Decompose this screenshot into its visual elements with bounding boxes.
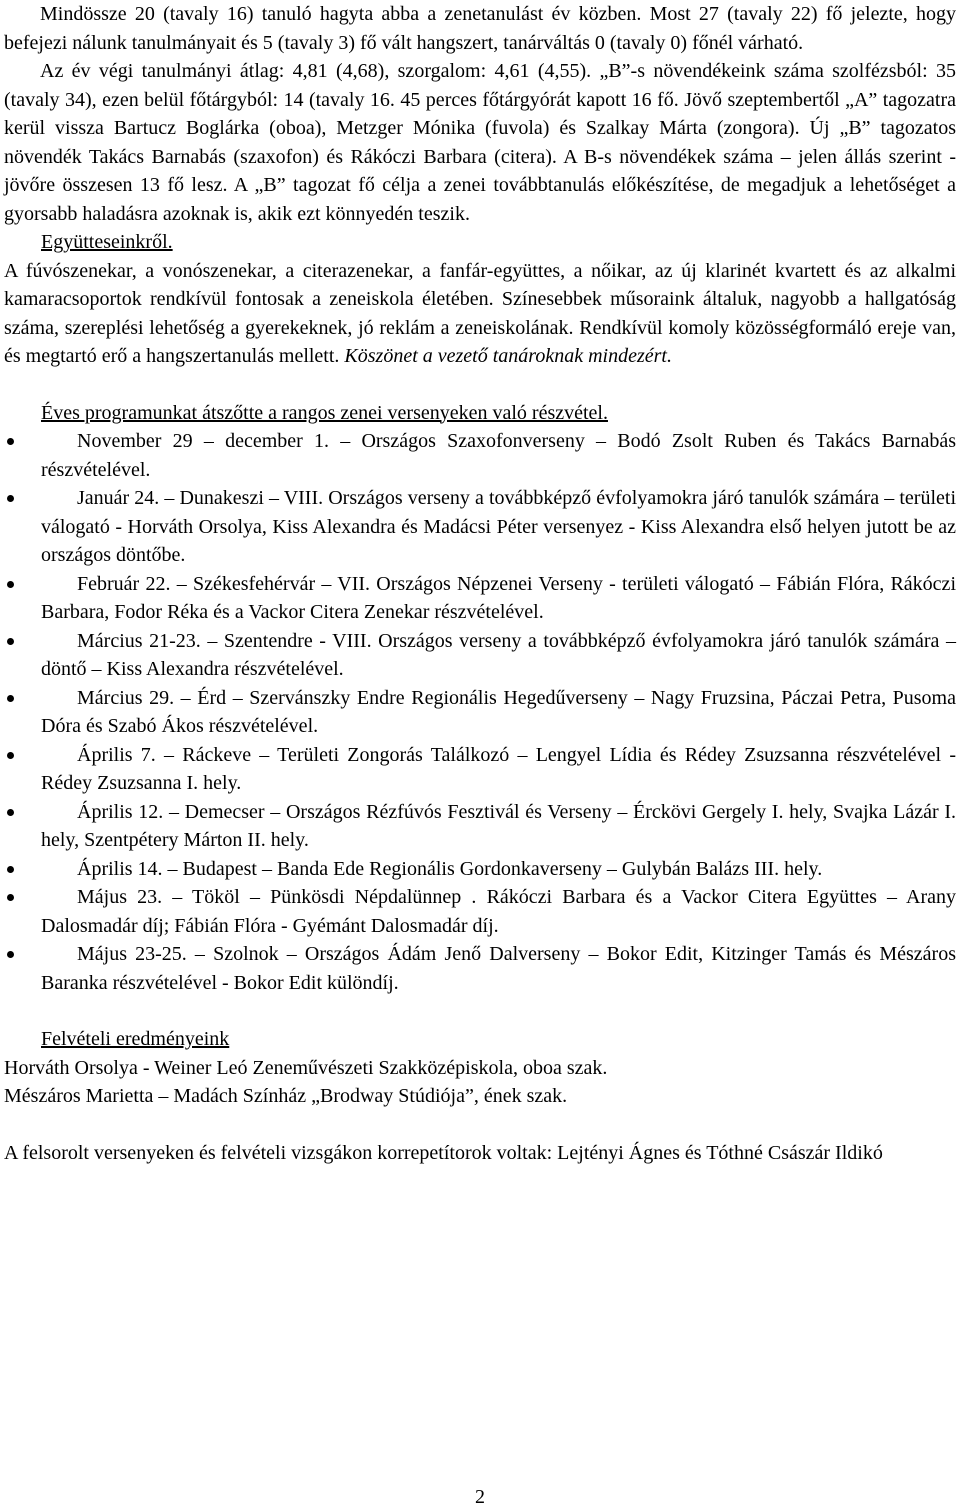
list-item-text: Május 23. – Tököl – Pünkösdi Népdalünnep . Rákóczi Barbara és a Vackor Citera Együttes – Arany Dalosmadár díj; Fábián Flóra - Gyémánt Dalosmadár díj. — [41, 886, 956, 937]
ensembles-thanks: Köszönet a vezető tanároknak mindezért. — [344, 345, 672, 367]
admissions-heading-text: Felvételi eredményeink — [41, 1028, 230, 1050]
list-item — [4, 484, 956, 570]
bullet-icon — [7, 581, 14, 588]
bullet-icon — [7, 438, 14, 445]
bullet-icon — [7, 752, 14, 759]
bullet-icon — [7, 495, 14, 502]
ensembles-paragraph — [4, 257, 956, 371]
list-item-text: Május 23-25. – Szolnok – Országos Ádám Jenő Dalverseny – Bokor Edit, Kitzinger Tamás és Mészáros Baranka részvételével - Bokor Edit különdíj. — [41, 943, 956, 994]
ensembles-heading-text: Együtteseinkről. — [41, 231, 173, 253]
admissions-heading — [4, 1025, 956, 1054]
list-item — [4, 798, 956, 855]
bullet-icon — [7, 951, 14, 958]
bullet-icon — [7, 894, 14, 901]
list-item-text: Március 21-23. – Szentendre - VIII. Országos verseny a továbbképző évfolyamokra járó tanulók számára – döntő – Kiss Alexandra részvételével. — [41, 629, 956, 680]
list-item-text: Április 7. – Ráckeve – Területi Zongorás Találkozó – Lengyel Lídia és Rédey Zsuzsanna részvételével - Rédey Zsuzsanna I. hely. — [41, 743, 956, 794]
list-item — [4, 855, 956, 884]
list-item — [4, 427, 956, 484]
competitions-list — [4, 427, 956, 997]
list-item — [4, 627, 956, 684]
admission-line: Mészáros Marietta – Madách Színház „Brodway Stúdiója”, ének szak. — [4, 1085, 568, 1107]
bullet-icon — [7, 638, 14, 645]
ensembles-heading — [4, 228, 956, 257]
document-page — [4, 0, 956, 1167]
bullet-icon — [7, 809, 14, 816]
list-item-text: Január 24. – Dunakeszi – VIII. Országos verseny a továbbképző évfolyamokra járó tanulók számára – területi válogató - Horváth Orsolya, Kiss Alexandra és Madácsi Péter versenyez - Kiss Alexandra első helyen jutott be az országos döntőbe. — [41, 487, 956, 566]
list-item-text: Február 22. – Székesfehérvár – VII. Országos Népzenei Verseny - területi válogató – Fábián Flóra, Rákóczi Barbara, Fodor Réka és a Vackor Citera Zenekar részvételével. — [41, 572, 956, 623]
list-item — [4, 741, 956, 798]
bullet-icon — [7, 695, 14, 702]
competitions-heading — [4, 399, 956, 428]
closing-paragraph: A felsorolt versenyeken és felvételi vizsgákon korrepetítorok voltak: Lejtényi Ágnes és Tóthné Császár Ildikó — [4, 1141, 883, 1164]
admission-line: Horváth Orsolya - Weiner Leó Zeneművészeti Szakközépiskola, oboa szak. — [4, 1056, 608, 1079]
list-item-text: Április 12. – Demecser – Országos Rézfúvós Fesztivál és Verseny – Érckövi Gergely I. hely, Svajka Lázár I. hely, Szentpétery Márton II. hely. — [41, 800, 956, 851]
list-item — [4, 940, 956, 997]
competitions-heading-text: Éves programunkat átszőtte a rangos zenei versenyeken való részvétel. — [41, 401, 608, 424]
list-item-text: November 29 – december 1. – Országos Szaxofonverseny – Bodó Zsolt Ruben és Takács Barnabás részvételével. — [41, 430, 956, 481]
ensembles-body: A fúvószenekar, a vonószenekar, a citerazenekar, a fanfár-együttes, a nőikar, az új klarinét kvartett és az alkalmi kamaracsoportok rendkívül fontosak a zeneiskola életében. Színesebbek műsoraink általuk, nagyobb a hallgatóság száma, szereplési lehetőség a gyerekeknek, jó reklám a zeneiskolának. Rendkívül komoly közösségformáló ereje van, és megtartó erő a hangszertanulás mellett. — [4, 259, 956, 367]
list-item-text: Március 29. – Érd – Szervánszky Endre Regionális Hegedűverseny – Nagy Fruzsina, Páczai Petra, Pusoma Dóra és Szabó Ákos részvételével. — [41, 686, 956, 737]
list-item — [4, 570, 956, 627]
list-item — [4, 883, 956, 940]
page-number: 2 — [475, 1486, 485, 1508]
bullet-icon — [7, 866, 14, 873]
intro-paragraph-1: Mindössze 20 (tavaly 16) tanuló hagyta abba a zenetanulást év közben. Most 27 (tavaly 22) fő jelezte, hogy befejezi nálunk tanulmányait és 5 (tavaly 3) fő vált hangszert, tanárváltás 0 (tavaly 0) főnél várható. — [4, 3, 956, 54]
list-item — [4, 684, 956, 741]
list-item-text: Április 14. – Budapest – Banda Ede Regionális Gordonkaverseny – Gulybán Balázs III. hely. — [77, 857, 823, 880]
intro-paragraph-2: Az év végi tanulmányi átlag: 4,81 (4,68), szorgalom: 4,61 (4,55). „B”-s növendékeink száma szolfézsból: 35 (tavaly 34), ezen belül főtárgyból: 14 (tavaly 16. 45 perces főtárgyórát kapott 16 fő. Jövő szeptembertől „A” tagozatra kerül vissza Bartucz Boglárka (oboa), Metzger Mónika (fuvola) és Szalkay Márta (zongora). Új „B” tagozatos növendék Takács Barnabás (szaxofon) és Rákóczi Barbara (citera). A B-s növendékek száma – jelen állás szerint - jövőre összesen 13 fő lesz. A „B” tagozat fő célja a zenei továbbtanulás előkészítése, de megadjuk a lehetőséget a gyorsabb haladásra azoknak is, akik ezt könnyedén teszik. — [4, 60, 956, 225]
